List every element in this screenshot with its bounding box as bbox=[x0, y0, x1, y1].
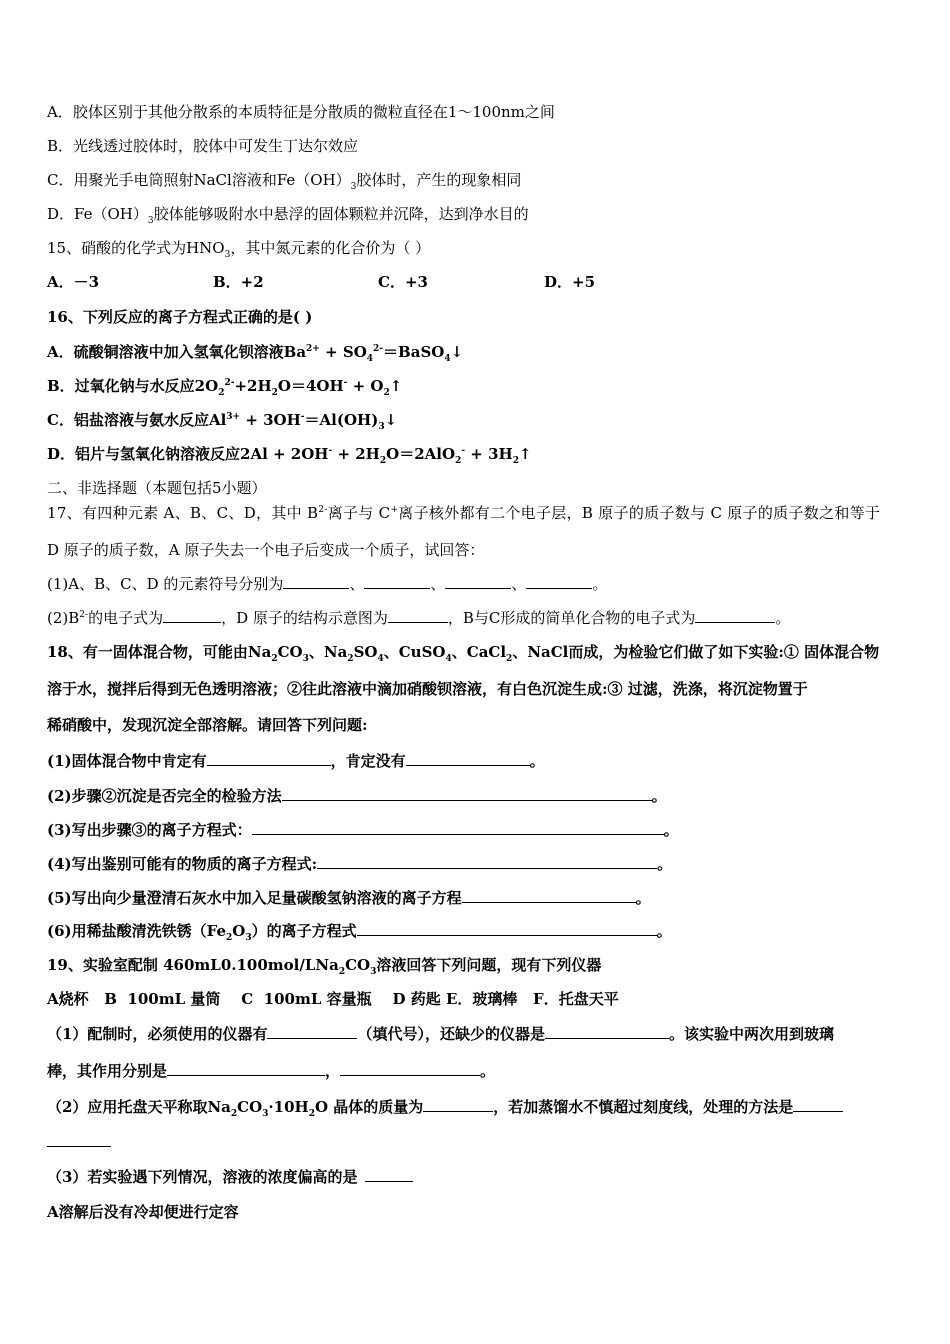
text: 、CuSO bbox=[383, 643, 446, 661]
q18-part-2 bbox=[47, 786, 667, 806]
superscript: 2+ bbox=[306, 344, 320, 354]
answer-blank[interactable] bbox=[340, 1061, 480, 1076]
answer-blank[interactable] bbox=[365, 1167, 413, 1182]
text: D 原子的质子数，A 原子失去一个电子后变成一个质子，试回答： bbox=[47, 541, 485, 559]
option-text: A．胶体区别于其他分散系的本质特征是分散质的微粒直径在1～100nm之间 bbox=[47, 103, 555, 121]
answer-blank[interactable] bbox=[364, 574, 430, 589]
answer-blank[interactable] bbox=[526, 574, 592, 589]
text: A溶解后没有冷却便进行定容 bbox=[47, 1203, 239, 1221]
text: （2）应用托盘天平称取Na bbox=[47, 1098, 231, 1116]
q16-option-b bbox=[47, 376, 402, 396]
q18-part-3 bbox=[47, 820, 679, 840]
text: O＝2AlO bbox=[386, 445, 456, 463]
text: ，B与C形成的简单化合物的电子式为 bbox=[447, 609, 696, 627]
q16-option-d bbox=[47, 444, 532, 464]
q17-part-1 bbox=[47, 574, 607, 594]
text: ↓ bbox=[384, 411, 398, 429]
option-text: C．用聚光手电筒照射NaCl溶液和Fe（OH） bbox=[47, 171, 351, 189]
superscript: 3+ bbox=[226, 412, 241, 422]
answer-blank[interactable] bbox=[163, 608, 221, 623]
text: 、NaCl而成，为检验它们做了如下实验:① 固体混合物 bbox=[512, 643, 880, 661]
text: ，若加蒸馏水不慎超过刻度线，处理的方法是 bbox=[493, 1098, 794, 1116]
subscript: 3 bbox=[378, 422, 385, 432]
text: 。 bbox=[663, 821, 679, 839]
subscript: 2 bbox=[347, 654, 354, 664]
q19-part-2-cont bbox=[47, 1132, 111, 1152]
q15-option-c: C．+3 bbox=[378, 273, 428, 291]
text: CO bbox=[345, 956, 371, 974]
q19-part-3-option-a bbox=[47, 1202, 239, 1222]
subscript: 4 bbox=[444, 354, 451, 364]
subscript: 2 bbox=[338, 967, 346, 977]
answer-blank[interactable] bbox=[207, 751, 331, 766]
q16-stem bbox=[47, 307, 312, 327]
subscript: 2 bbox=[512, 456, 519, 466]
q15-option-a: A．－3 bbox=[47, 273, 100, 291]
subscript: 2 bbox=[226, 933, 233, 943]
subscript: 2 bbox=[230, 1109, 238, 1119]
q18-line-3 bbox=[47, 715, 368, 735]
subscript: 3 bbox=[302, 654, 309, 664]
q14-option-b bbox=[47, 136, 358, 156]
answer-blank[interactable] bbox=[317, 854, 657, 869]
answer-blank[interactable] bbox=[283, 574, 349, 589]
answer-blank[interactable] bbox=[445, 574, 511, 589]
text: (4)写出鉴别可能有的物质的离子方程式: bbox=[47, 855, 318, 873]
stem-text: 16、下列反应的离子方程式正确的是( ) bbox=[47, 308, 313, 326]
q15-option-d: D．+5 bbox=[544, 273, 596, 291]
q14-option-c bbox=[47, 170, 521, 190]
text: ·10H bbox=[268, 1098, 309, 1116]
text: 离子核外都有二个电子层，B 原子的质子数与 C 原子的质子数之和等于 bbox=[398, 504, 881, 522]
subscript: 2 bbox=[455, 456, 462, 466]
text: 、 bbox=[430, 575, 446, 593]
answer-blank[interactable] bbox=[423, 1097, 493, 1112]
text: 溶于水，搅拌后得到无色透明溶液；②往此溶液中滴加硝酸钡溶液，有白色沉淀生成:③ 过滤，洗涤，将沉淀物置于 bbox=[47, 680, 808, 698]
answer-blank[interactable] bbox=[695, 608, 775, 623]
text: ＝BaSO bbox=[383, 343, 445, 361]
text: + 3H bbox=[465, 445, 513, 463]
text: 、CaCl bbox=[451, 643, 507, 661]
subscript: 2 bbox=[271, 388, 278, 398]
section-title: 二、非选择题（本题包括5小题） bbox=[47, 479, 267, 497]
text: 溶液回答下列问题，现有下列仪器 bbox=[376, 956, 602, 974]
text: (1)A、B、C、D 的元素符号分别为 bbox=[47, 575, 284, 593]
superscript: - bbox=[328, 446, 333, 456]
text: (5)写出向少量澄清石灰水中加入足量碳酸氢钠溶液的离子方程 bbox=[47, 889, 462, 907]
answer-blank[interactable] bbox=[462, 888, 636, 903]
text: C．铝盐溶液与氨水反应Al bbox=[47, 411, 227, 429]
q16-option-c bbox=[47, 410, 397, 430]
superscript: - bbox=[300, 412, 305, 422]
subscript: 3 bbox=[370, 967, 377, 977]
text: （3）若实验遇下列情况，溶液的浓度偏高的是 bbox=[47, 1168, 358, 1186]
q19-options bbox=[47, 989, 619, 1009]
text: A．硫酸铜溶液中加入氢氧化钡溶液Ba bbox=[47, 343, 307, 361]
subscript: 2 bbox=[379, 456, 387, 466]
text: 、 bbox=[349, 575, 365, 593]
q14-option-a bbox=[47, 102, 555, 122]
text: SO bbox=[353, 643, 378, 661]
q17-part-2 bbox=[47, 608, 790, 628]
text: + SO bbox=[319, 343, 367, 361]
answer-blank[interactable] bbox=[267, 1024, 357, 1039]
text: +2H bbox=[234, 377, 272, 395]
text: （填代号），还缺少的仪器是 bbox=[357, 1025, 545, 1043]
q15-stem bbox=[47, 238, 430, 258]
text: 。 bbox=[529, 752, 545, 770]
text: ，肯定没有 bbox=[330, 752, 406, 770]
subscript: 3 bbox=[224, 250, 231, 260]
q17-line-2 bbox=[47, 540, 484, 560]
text: 离子与 C bbox=[327, 504, 391, 522]
text: 。 bbox=[635, 889, 651, 907]
answer-blank[interactable] bbox=[282, 786, 652, 801]
option-text: B．光线透过胶体时，胶体中可发生丁达尔效应 bbox=[47, 137, 359, 155]
text: + 2H bbox=[332, 445, 380, 463]
subscript: 2 bbox=[218, 388, 225, 398]
subscript: 3 bbox=[245, 933, 252, 943]
text: ，D 原子的结构示意图为 bbox=[221, 609, 388, 627]
q19-part-1 bbox=[47, 1024, 834, 1044]
superscript: - bbox=[343, 378, 348, 388]
text: 19、实验室配制 460mL0.100mol/LNa bbox=[47, 956, 339, 974]
q17-line-1 bbox=[47, 503, 880, 523]
text: 、 bbox=[511, 575, 527, 593]
superscript: 2- bbox=[224, 378, 235, 388]
stem-text: 15、硝酸的化学式为HNO bbox=[47, 239, 225, 257]
q19-stem bbox=[47, 955, 601, 975]
answer-blank[interactable] bbox=[357, 921, 657, 936]
superscript: 2- bbox=[373, 344, 384, 354]
superscript: + bbox=[390, 505, 399, 515]
option-text: 胶体能够吸附水中悬浮的固体颗粒并沉降，达到净水目的 bbox=[153, 205, 529, 223]
text: （1）配制时，必须使用的仪器有 bbox=[47, 1025, 268, 1043]
text: B．过氧化钠与水反应2O bbox=[47, 377, 219, 395]
text: 。 bbox=[657, 855, 673, 873]
text: (2)步骤②沉淀是否完全的检验方法 bbox=[47, 787, 282, 805]
text: 。该实验中两次用到玻璃 bbox=[668, 1025, 834, 1043]
text: 。 bbox=[656, 922, 672, 940]
subscript: 3 bbox=[147, 216, 154, 226]
text: 。 bbox=[775, 609, 791, 627]
text: 18、有一固体混合物，可能由Na bbox=[47, 643, 272, 661]
subscript: 2 bbox=[506, 654, 513, 664]
text: 的电子式为 bbox=[88, 609, 164, 627]
text: + O bbox=[347, 377, 384, 395]
text: D．铝片与氢氧化钠溶液反应2Al + 2OH bbox=[47, 445, 329, 463]
option-text: D．Fe（OH） bbox=[47, 205, 148, 223]
section-heading bbox=[47, 478, 267, 498]
subscript: 2 bbox=[271, 654, 278, 664]
q19-part-1-cont bbox=[47, 1061, 495, 1081]
answer-blank[interactable] bbox=[545, 1024, 669, 1039]
stem-text: ，其中氮元素的化合价为（ ） bbox=[230, 239, 431, 257]
text: ↓ bbox=[450, 343, 464, 361]
text: 稀硝酸中，发现沉淀全部溶解。请回答下列问题: bbox=[47, 716, 368, 734]
text: O 晶体的质量为 bbox=[314, 1098, 424, 1116]
text: ， bbox=[325, 1062, 341, 1080]
q18-part-1 bbox=[47, 751, 545, 771]
text: 。 bbox=[480, 1062, 496, 1080]
q19-part-3 bbox=[47, 1167, 413, 1187]
q18-line-1 bbox=[47, 642, 879, 662]
text: O＝4OH bbox=[277, 377, 344, 395]
text: ↑ bbox=[518, 445, 532, 463]
text: (6)用稀盐酸清洗铁锈（Fe bbox=[47, 922, 227, 940]
subscript: 3 bbox=[350, 182, 357, 192]
subscript: 2 bbox=[308, 1109, 315, 1119]
text: 。 bbox=[651, 787, 667, 805]
text: 。 bbox=[592, 575, 608, 593]
q16-option-a bbox=[47, 342, 463, 362]
text: (3)写出步骤③的离子方程式： bbox=[47, 821, 252, 839]
subscript: 3 bbox=[262, 1109, 269, 1119]
text: ＝Al(OH) bbox=[304, 411, 379, 429]
text: (2)B bbox=[47, 609, 80, 627]
superscript: - bbox=[461, 446, 466, 456]
text: CO bbox=[237, 1098, 263, 1116]
answer-blank[interactable] bbox=[388, 608, 448, 623]
answer-blank[interactable] bbox=[167, 1061, 325, 1076]
subscript: 4 bbox=[445, 654, 452, 664]
superscript: 2- bbox=[318, 505, 328, 515]
text: + 3OH bbox=[240, 411, 301, 429]
text: (1)固体混合物中肯定有 bbox=[47, 752, 207, 770]
q18-line-2 bbox=[47, 679, 808, 699]
text: 17、有四种元素 A、B、C、D，其中 B bbox=[47, 504, 319, 522]
q15-option-b: B．+2 bbox=[213, 273, 264, 291]
text: CO bbox=[277, 643, 303, 661]
q18-part-4 bbox=[47, 854, 672, 874]
text: O bbox=[232, 922, 246, 940]
subscript: 2 bbox=[383, 388, 390, 398]
answer-blank[interactable] bbox=[47, 1132, 111, 1147]
q18-part-6 bbox=[47, 921, 672, 941]
text: 棒，其作用分别是 bbox=[47, 1062, 168, 1080]
text: ）的离子方程式 bbox=[251, 922, 357, 940]
answer-blank[interactable] bbox=[406, 751, 530, 766]
subscript: 4 bbox=[366, 354, 374, 364]
text: ↑ bbox=[389, 377, 403, 395]
text: 、Na bbox=[308, 643, 348, 661]
answer-blank[interactable] bbox=[252, 820, 664, 835]
option-text: 胶体时，产生的现象相同 bbox=[356, 171, 522, 189]
text: A烧杯 B 100mL 量筒 C 100mL 容量瓶 D 药匙 E．玻璃棒 F．托盘天平 bbox=[47, 990, 619, 1008]
superscript: 2- bbox=[79, 610, 89, 620]
q14-option-d bbox=[47, 204, 529, 224]
answer-blank[interactable] bbox=[793, 1097, 843, 1112]
q18-part-5 bbox=[47, 888, 651, 908]
subscript: 4 bbox=[377, 654, 384, 664]
q19-part-2 bbox=[47, 1097, 843, 1117]
